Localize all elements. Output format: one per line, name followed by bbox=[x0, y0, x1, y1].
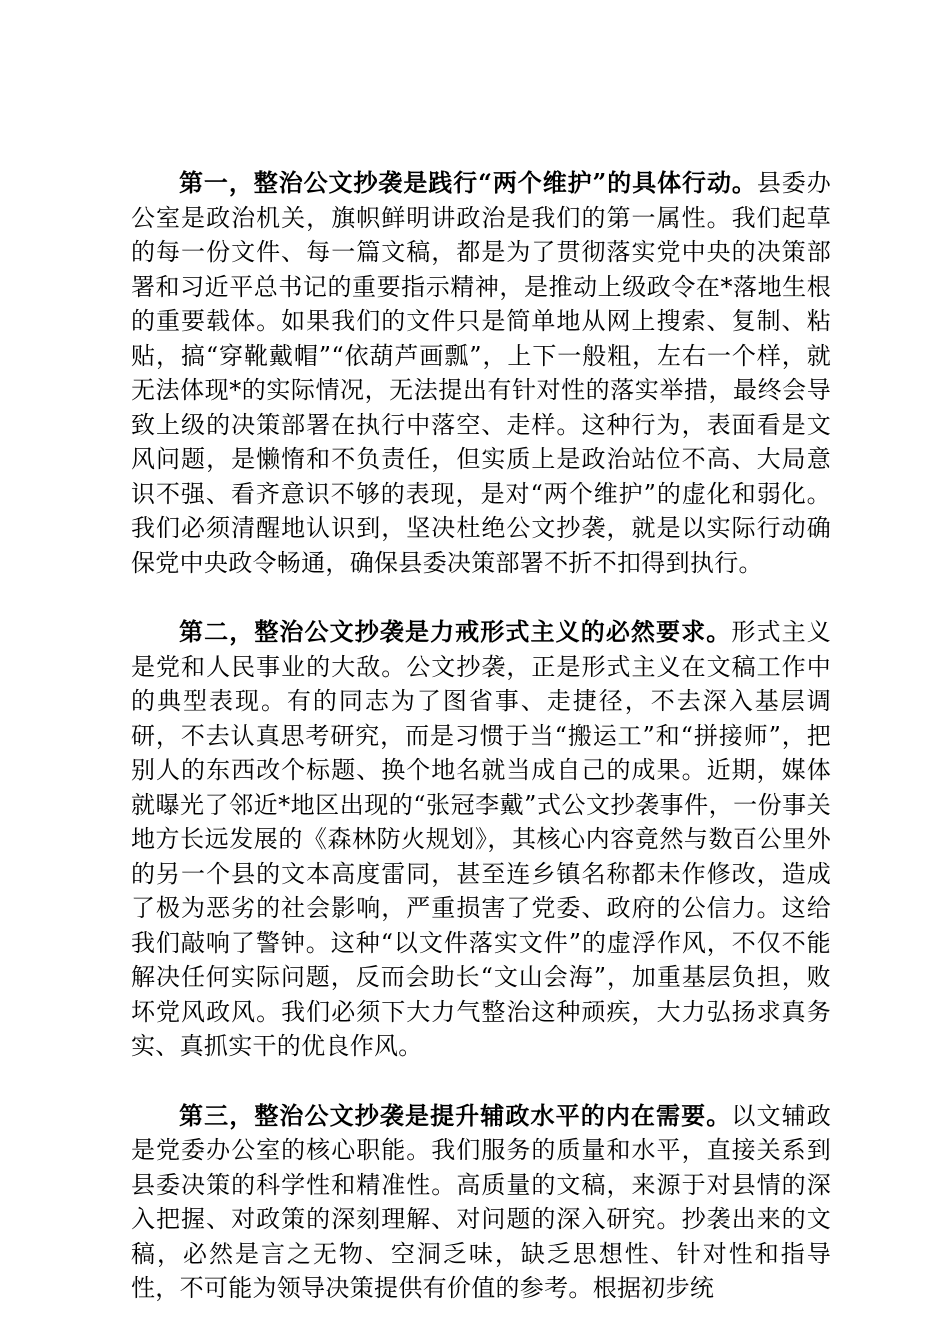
paragraph-2-lead: 第二，整治公文抄袭是力戒形式主义的必然要求。 bbox=[179, 617, 732, 646]
paragraph-3-body: 以文辅政是党委办公室的核心职能。我们服务的质量和水平，直接关系到县委决策的科学性和精准性。高质量的文稿，来源于对县情的深入把握、对政策的深刻理解、对问题的深入研究。抄袭出来的文稿，必然是言之无物、空洞乏味，缺乏思想性、针对性和指导性，不可能为领导决策提供有价值的参考。根据初步统 bbox=[131, 1101, 831, 1302]
paragraph-1 bbox=[131, 166, 831, 580]
paragraph-1-lead: 第一，整治公文抄袭是践行“两个维护”的具体行动。 bbox=[179, 168, 757, 197]
paragraph-3-lead: 第三，整治公文抄袭是提升辅政水平的内在需要。 bbox=[179, 1100, 732, 1130]
paragraph-2 bbox=[131, 615, 831, 1064]
document-page bbox=[131, 166, 831, 1341]
paragraph-2-body: 形式主义是党和人民事业的大敌。公文抄袭，正是形式主义在文稿工作中的典型表现。有的同志为了图省事、走捷径，不去深入基层调研，不去认真思考研究，而是习惯于当“搬运工”和“拼接师”，把别人的东西改个标题、换个地名就当成自己的成果。近期，媒体就曝光了邻近*地区出现的“张冠李戴”式公文抄袭事件，一份事关地方长远发展的《森林防火规划》，其核心内容竟然与数百公里外的另一个县的文本高度雷同，甚至连乡镇名称都未作修改，造成了极为恶劣的社会影响，严重损害了党委、政府的公信力。这给我们敲响了警钟。这种“以文件落实文件”的虚浮作风，不仅不能解决任何实际问题，反而会助长“文山会海”，加重基层负担，败坏党风政风。我们必须下大力气整治这种顽疾，大力弘扬求真务实、真抓实干的优良作风。 bbox=[131, 618, 831, 1060]
paragraph-3 bbox=[131, 1099, 831, 1306]
paragraph-1-body: 县委办公室是政治机关，旗帜鲜明讲政治是我们的第一属性。我们起草的每一份文件、每一篇文稿，都是为了贯彻落实党中央的决策部署和习近平总书记的重要指示精神，是推动上级政令在*落地生根的重要载体。如果我们的文件只是简单地从网上搜索、复制、粘贴，搞“穿靴戴帽”“依葫芦画瓢”，上下一般粗，左右一个样，就无法体现*的实际情况，无法提出有针对性的落实举措，最终会导致上级的决策部署在执行中落空、走样。这种行为，表面看是文风问题，是懒惰和不负责任，但实质上是政治站位不高、大局意识不强、看齐意识不够的表现，是对“两个维护”的虚化和弱化。我们必须清醒地认识到，坚决杜绝公文抄袭，就是以实际行动确保党中央政令畅通，确保县委决策部署不折不扣得到执行。 bbox=[131, 169, 831, 577]
